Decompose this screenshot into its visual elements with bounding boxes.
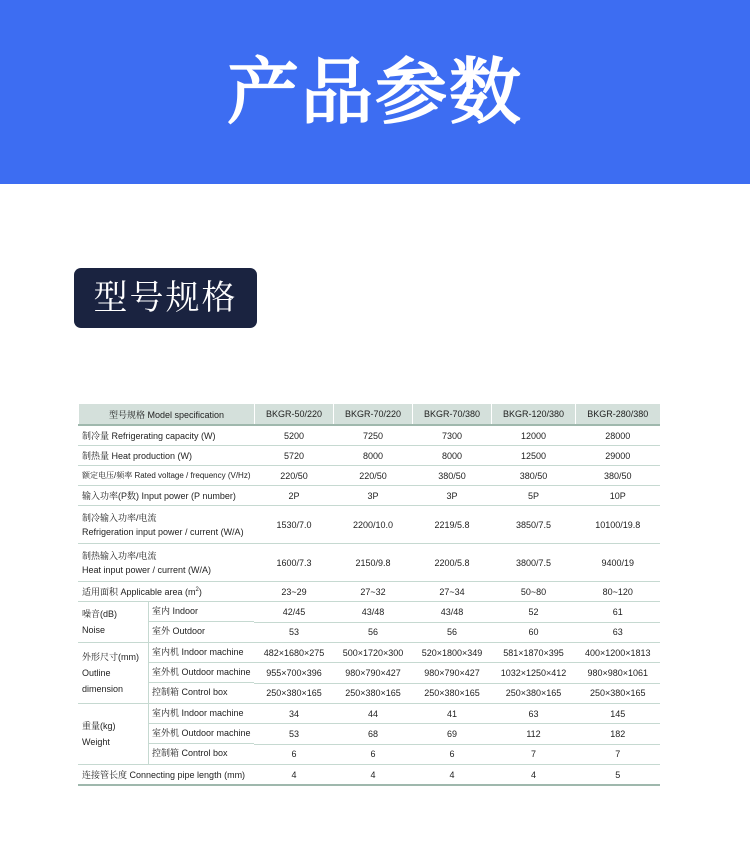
table-cell: 10100/19.8 (576, 506, 660, 544)
table-cell: 500×1720×300 (334, 643, 413, 663)
table-cell: 2200/5.8 (413, 544, 492, 582)
table-cell: 5720 (255, 446, 334, 466)
table-cell: 6 (334, 744, 413, 764)
table-cell: 250×380×165 (255, 683, 334, 703)
table-cell: 6 (413, 744, 492, 764)
table-cell: 63 (576, 622, 660, 643)
row-label-sup: 2 (195, 587, 199, 593)
table-cell: 5 (576, 765, 660, 786)
table-row (79, 704, 660, 724)
spec-table (78, 404, 660, 786)
table-cell: 8000 (413, 446, 492, 466)
table-cell: 29000 (576, 446, 660, 466)
table-cell: 52 (492, 602, 576, 623)
sub-label: 控制箱 Control box (152, 687, 228, 697)
table-cell: 980×790×427 (334, 663, 413, 683)
sub-labels (148, 602, 254, 642)
sub-label: 室外机 Outdoor machine (149, 663, 254, 683)
row-label: 连接管长度 Connecting pipe length (mm) (79, 765, 255, 786)
table-cell: 5200 (255, 425, 334, 446)
table-cell: 60 (492, 622, 576, 643)
table-cell: 80~120 (576, 582, 660, 602)
table-cell: 43/48 (413, 602, 492, 623)
table-cell: 69 (413, 724, 492, 744)
row-label-text: 适用面积 Applicable area (m (82, 587, 196, 597)
table-cell: 380/50 (492, 466, 576, 486)
table-cell: 53 (255, 724, 334, 744)
table-cell: 53 (255, 622, 334, 643)
table-cell: 220/50 (334, 466, 413, 486)
table-cell: 61 (576, 602, 660, 623)
table-cell: 56 (413, 622, 492, 643)
table-cell: 2219/5.8 (413, 506, 492, 544)
table-row (79, 643, 660, 663)
header-cell-model: BKGR-70/380 (413, 404, 492, 425)
table-cell: 43/48 (334, 602, 413, 623)
sub-labels (148, 704, 254, 764)
section-label-model-spec: 型号规格 (74, 268, 257, 328)
header-cell-model: BKGR-280/380 (576, 404, 660, 425)
table-cell: 50~80 (492, 582, 576, 602)
table-cell: 250×380×165 (492, 683, 576, 703)
table-cell: 10P (576, 486, 660, 506)
table-cell: 380/50 (413, 466, 492, 486)
table-cell: 28000 (576, 425, 660, 446)
table-cell: 12500 (492, 446, 576, 466)
group-label-en: Weight (82, 737, 110, 747)
header-cell-model: BKGR-50/220 (255, 404, 334, 425)
table-row (79, 446, 660, 466)
header-banner (0, 0, 750, 184)
table-cell: 2200/10.0 (334, 506, 413, 544)
table-cell: 980×790×427 (413, 663, 492, 683)
table-cell: 12000 (492, 425, 576, 446)
table-cell: 4 (334, 765, 413, 786)
group-label-en: Noise (82, 625, 106, 635)
table-cell: 27~34 (413, 582, 492, 602)
table-row (79, 582, 660, 602)
sub-label: 控制箱 Control box (152, 748, 228, 758)
table-cell: 8000 (334, 446, 413, 466)
table-cell: 6 (255, 744, 334, 764)
table-cell: 34 (255, 704, 334, 724)
table-cell: 3850/7.5 (492, 506, 576, 544)
table-row (79, 506, 660, 544)
group-label (79, 643, 148, 703)
table-header-row (79, 404, 660, 425)
table-row (79, 765, 660, 786)
sub-labels (148, 643, 254, 703)
table-cell: 4 (255, 765, 334, 786)
table-cell: 1530/7.0 (255, 506, 334, 544)
group-label-cn: 重量(kg) (82, 721, 116, 731)
row-label: 输入功率(P数) Input power (P number) (79, 486, 255, 506)
table-cell: 380/50 (576, 466, 660, 486)
table-row (79, 602, 660, 623)
table-row (79, 544, 660, 582)
table-row (79, 425, 660, 446)
table-cell: 7 (576, 744, 660, 764)
group-label (79, 602, 148, 642)
table-cell: 5P (492, 486, 576, 506)
header-cell-model: BKGR-120/380 (492, 404, 576, 425)
table-cell: 41 (413, 704, 492, 724)
header-cell-model-spec: 型号规格 Model specification (79, 404, 255, 425)
table-cell: 145 (576, 704, 660, 724)
table-row (79, 466, 660, 486)
row-label-end: ) (198, 587, 202, 597)
group-label (79, 704, 148, 764)
table-cell: 400×1200×1813 (576, 643, 660, 663)
table-cell: 2P (255, 486, 334, 506)
row-label-cn: 制冷输入功率/电流 (82, 512, 157, 523)
row-label (79, 643, 255, 704)
table-cell: 980×980×1061 (576, 663, 660, 683)
table-cell: 182 (576, 724, 660, 744)
table-cell: 9400/19 (576, 544, 660, 582)
group-label-cn: 噪音(dB) (82, 609, 118, 619)
table-cell: 2150/9.8 (334, 544, 413, 582)
sub-label: 室内机 Indoor machine (149, 643, 254, 663)
row-label-en: Heat input power / current (W/A) (82, 564, 212, 575)
sub-label: 室内 Indoor (149, 602, 254, 622)
table-cell: 3P (413, 486, 492, 506)
table-cell: 250×380×165 (334, 683, 413, 703)
table-cell: 4 (492, 765, 576, 786)
group-label-en: dimension (82, 684, 124, 694)
row-label: 制冷量 Refrigerating capacity (W) (79, 425, 255, 446)
row-label: 制热量 Heat production (W) (79, 446, 255, 466)
table-cell: 3800/7.5 (492, 544, 576, 582)
table-cell: 7300 (413, 425, 492, 446)
table-row (79, 486, 660, 506)
sub-label: 室内机 Indoor machine (149, 704, 254, 724)
table-cell: 1032×1250×412 (492, 663, 576, 683)
table-cell: 1600/7.3 (255, 544, 334, 582)
table-cell: 27~32 (334, 582, 413, 602)
row-label (79, 582, 255, 602)
table-cell: 4 (413, 765, 492, 786)
table-cell: 955×700×396 (255, 663, 334, 683)
sub-label: 室外机 Outdoor machine (149, 724, 254, 744)
row-label (79, 506, 255, 544)
group-label-cn: 外形尺寸(mm) (82, 652, 139, 662)
table-cell: 220/50 (255, 466, 334, 486)
table-cell: 520×1800×349 (413, 643, 492, 663)
table-cell: 7 (492, 744, 576, 764)
table-cell: 112 (492, 724, 576, 744)
row-label (79, 544, 255, 582)
table-cell: 250×380×165 (576, 683, 660, 703)
row-label (79, 602, 255, 643)
table-cell: 44 (334, 704, 413, 724)
table-cell: 3P (334, 486, 413, 506)
table-cell: 7250 (334, 425, 413, 446)
table-cell: 68 (334, 724, 413, 744)
table-cell: 63 (492, 704, 576, 724)
row-label (79, 704, 255, 765)
table-cell: 581×1870×395 (492, 643, 576, 663)
sub-label: 室外 Outdoor (152, 626, 206, 636)
table-cell: 23~29 (255, 582, 334, 602)
table-cell: 42/45 (255, 602, 334, 623)
row-label: 额定电压/频率 Rated voltage / frequency (V/Hz) (79, 466, 255, 486)
page-title: 产品参数 (226, 50, 523, 134)
table-cell: 482×1680×275 (255, 643, 334, 663)
row-label-cn: 制热输入功率/电流 (82, 550, 157, 561)
table-cell: 250×380×165 (413, 683, 492, 703)
table-cell: 56 (334, 622, 413, 643)
header-cell-model: BKGR-70/220 (334, 404, 413, 425)
row-label-en: Refrigeration input power / current (W/A) (82, 526, 244, 537)
group-label-en: Outline (82, 668, 111, 678)
